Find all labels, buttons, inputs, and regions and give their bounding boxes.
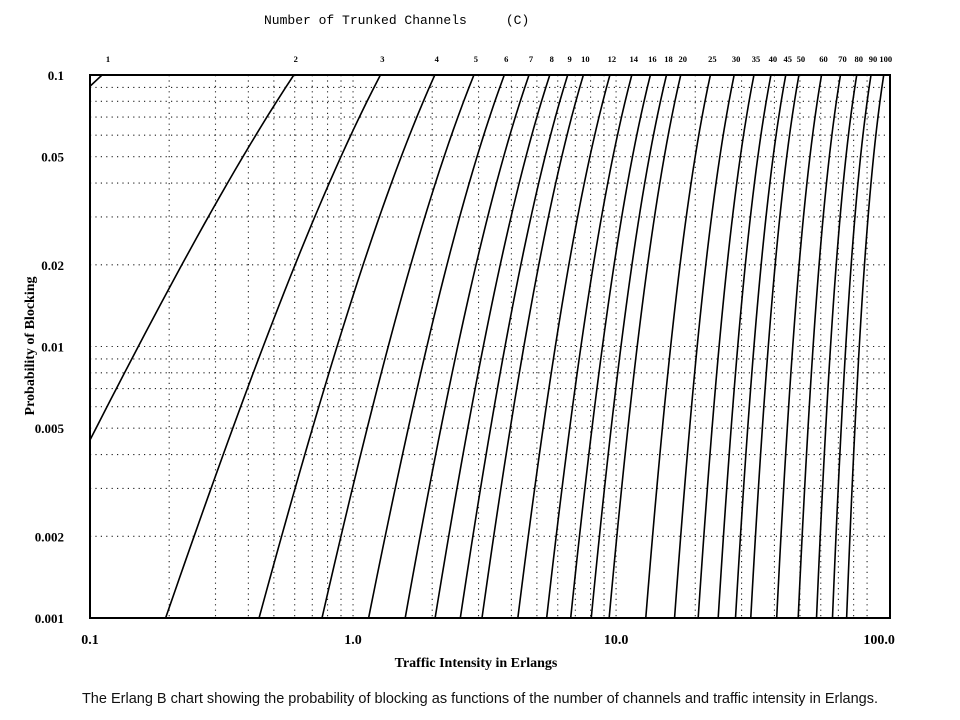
x-tick-label: 10.0 — [603, 633, 629, 648]
x-tick-label: 0.1 — [81, 633, 99, 648]
figure-caption: The Erlang B chart showing the probability of blocking as functions of the number of channels and traffic intensity in Erlangs. — [81, 691, 879, 707]
channel-label-6: 6 — [504, 54, 509, 64]
channel-label-9: 9 — [567, 54, 572, 64]
channel-label-7: 7 — [528, 54, 534, 64]
x-axis-label: Traffic Intensity in Erlangs — [394, 656, 558, 671]
channel-label-14: 14 — [629, 54, 638, 64]
curve-c16 — [571, 75, 651, 618]
channel-labels — [106, 54, 892, 64]
channel-label-16: 16 — [648, 54, 657, 64]
y-tick-label: 0.001 — [34, 611, 64, 626]
channel-label-100: 100 — [879, 54, 893, 64]
curve-c7 — [405, 75, 529, 618]
x-tick-label: 100.0 — [863, 633, 895, 648]
curve-c3 — [166, 75, 381, 618]
channel-label-70: 70 — [838, 54, 847, 64]
channel-label-40: 40 — [768, 54, 778, 64]
chart-title: Number of Trunked Channels (C) — [264, 13, 530, 28]
channel-label-18: 18 — [664, 54, 673, 64]
channel-label-45: 45 — [783, 54, 793, 64]
channel-label-20: 20 — [678, 54, 687, 64]
channel-label-50: 50 — [796, 54, 806, 64]
channel-label-90: 90 — [868, 54, 878, 64]
channel-label-35: 35 — [751, 54, 761, 64]
curve-c10 — [482, 75, 583, 618]
channel-label-2: 2 — [293, 54, 298, 64]
x-tick-labels — [81, 633, 895, 648]
y-tick-label: 0.01 — [41, 339, 64, 355]
channel-label-8: 8 — [549, 54, 554, 64]
channel-label-5: 5 — [473, 54, 479, 64]
y-tick-label: 0.002 — [34, 529, 64, 545]
y-tick-label: 0.005 — [34, 421, 64, 437]
channel-label-30: 30 — [731, 54, 741, 64]
channel-label-10: 10 — [581, 54, 590, 64]
y-tick-labels — [35, 68, 65, 626]
grid — [90, 75, 890, 618]
channel-label-1: 1 — [105, 54, 111, 64]
channel-label-3: 3 — [380, 54, 385, 64]
curve-c12 — [518, 75, 610, 618]
channel-label-12: 12 — [607, 54, 617, 64]
y-tick-label: 0.05 — [41, 149, 64, 165]
channel-label-4: 4 — [434, 54, 439, 64]
y-tick-label: 0.02 — [41, 257, 64, 273]
channel-label-25: 25 — [708, 54, 717, 64]
channel-label-60: 60 — [819, 54, 828, 64]
y-axis-label: Probability of Blocking — [23, 276, 38, 416]
y-tick-label: 0.1 — [47, 68, 64, 83]
x-tick-label: 1.0 — [344, 633, 362, 648]
channel-label-80: 80 — [854, 54, 863, 64]
